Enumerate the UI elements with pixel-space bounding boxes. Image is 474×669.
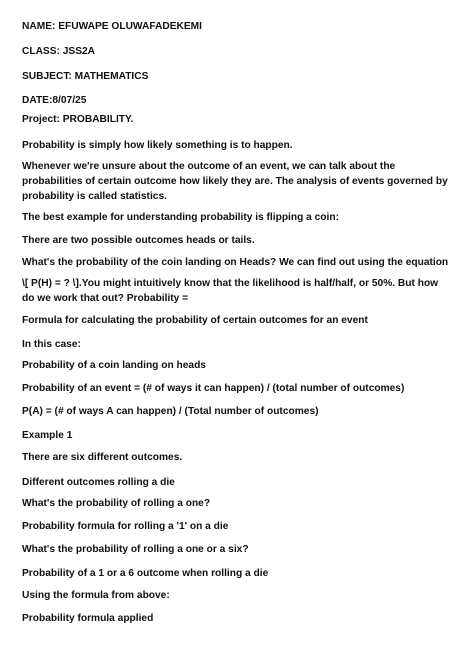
- heads-question-text: What's the probability of the coin landing on Heads? We can find out using the equation: [22, 257, 449, 268]
- example-title: Example 1: [22, 430, 73, 441]
- six-outcomes-text: There are six different outcomes.: [22, 452, 183, 463]
- prob-one-text: What's the probability of rolling a one?: [22, 498, 211, 509]
- definition-text: Probability is simply how likely something is to happen.: [22, 140, 293, 151]
- one-or-six-outcome-text: Probability of a 1 or a 6 outcome when rolling a die: [22, 568, 269, 579]
- subject: SUBJECT: MATHEMATICS: [22, 71, 149, 82]
- project-title: Project: PROBABILITY.: [22, 114, 134, 125]
- pa-formula-text: P(A) = (# of ways A can happen) / (Total number of outcomes): [22, 406, 319, 417]
- formula-one-text: Probability formula for rolling a '1' on a die: [22, 521, 229, 532]
- formula-applied-text: Probability formula applied: [22, 613, 154, 624]
- in-this-case-text: In this case:: [22, 339, 81, 350]
- best-example-text: The best example for understanding probability is flipping a coin:: [22, 212, 339, 223]
- student-name: NAME: EFUWAPE OLUWAFADEKEMI: [22, 21, 202, 32]
- rolling-die-text: Different outcomes rolling a die: [22, 477, 175, 488]
- formula-intro-text: Formula for calculating the probability of certain outcomes for an event: [22, 315, 368, 326]
- date: DATE:8/07/25: [22, 95, 87, 106]
- coin-heads-text: Probability of a coin landing on heads: [22, 360, 206, 371]
- event-formula-text: Probability of an event = (# of ways it can happen) / (total number of outcomes): [22, 383, 405, 394]
- using-formula-text: Using the formula from above:: [22, 590, 170, 601]
- student-class: CLASS: JSS2A: [22, 46, 96, 57]
- two-outcomes-text: There are two possible outcomes heads or tails.: [22, 235, 255, 246]
- equation-paragraph: \[ P(H) = ? \].You might intuitively know that the likelihood is half/half, or 50%. But how do we work that out? Probability =: [22, 278, 439, 304]
- prob-one-or-six-text: What's the probability of rolling a one or a six?: [22, 544, 249, 555]
- unsure-paragraph: Whenever we're unsure about the outcome of an event, we can talk about the probabilities of certain outcome how likely they are. The analysis of events governed by probability is called statistics.: [22, 161, 448, 202]
